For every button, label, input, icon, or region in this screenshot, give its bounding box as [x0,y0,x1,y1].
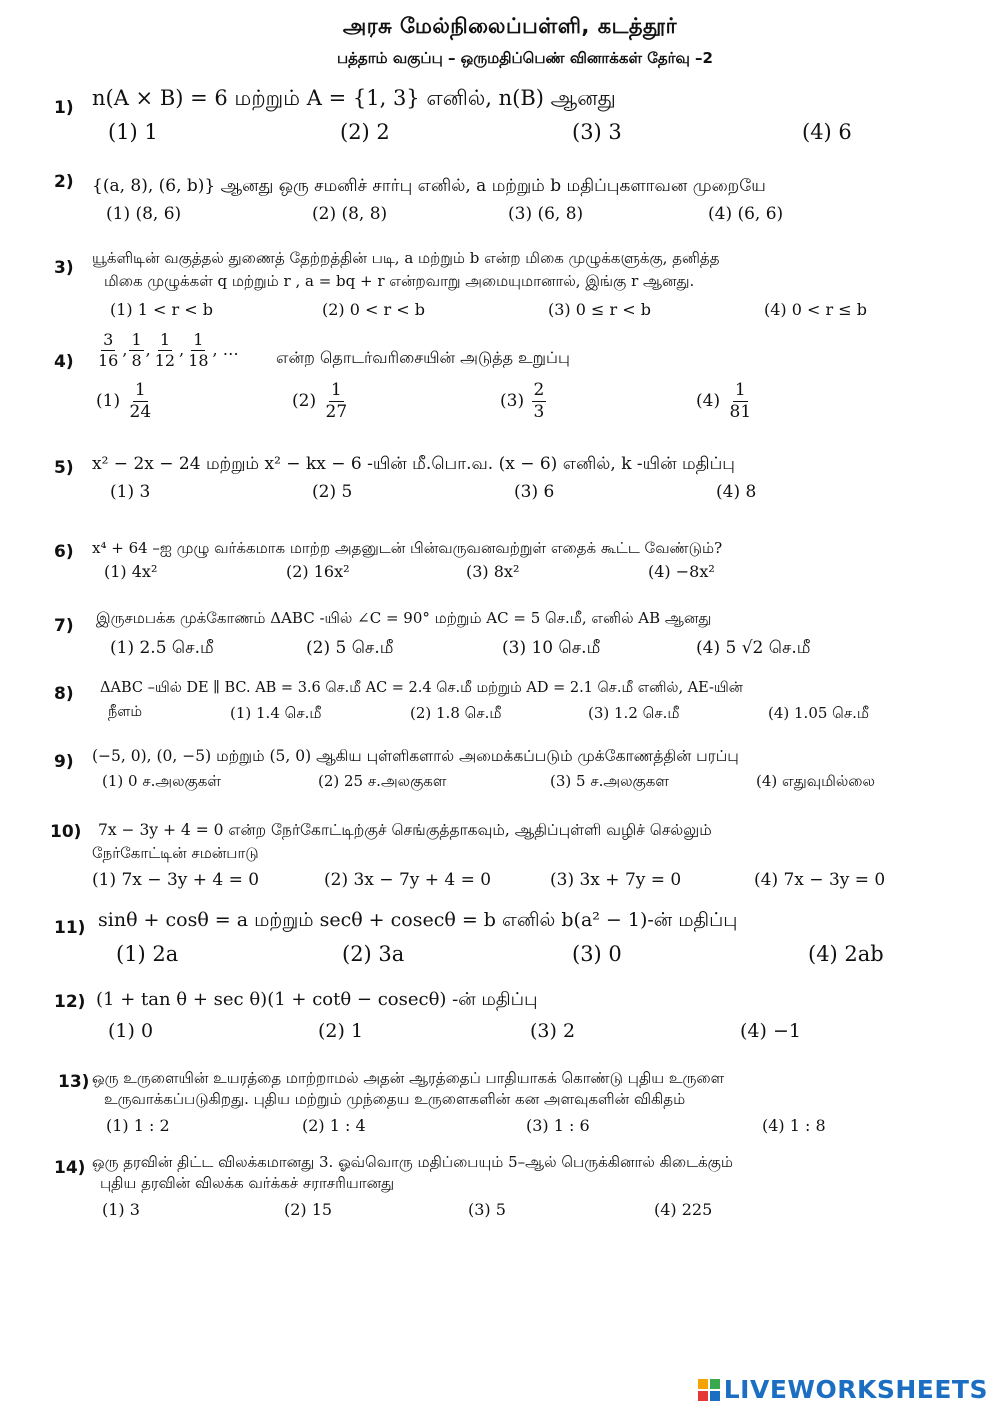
question-text-continued: மிகை முழுக்கள் q மற்றும் r , a = bq + r என்றவாறு அமையுமானால், இங்கு r ஆனது. [104,272,695,290]
option-3[interactable]: (3) 5 [468,1200,506,1219]
option-3[interactable]: (3) 3x + 7y = 0 [550,870,682,890]
question-number: 5) [54,458,74,478]
option-4[interactable]: (4) 1.05 செ.மீ [768,704,870,722]
option-2[interactable]: (2) 16x² [286,562,350,581]
option-2[interactable]: (2) 3x − 7y + 4 = 0 [324,870,492,890]
option-2[interactable]: (2) 1 : 4 [302,1116,366,1135]
option-1[interactable]: (1) 1 [108,120,158,144]
option-1[interactable]: (1) 1 < r < b [110,300,213,319]
option-1[interactable]: (1) (8, 6) [106,204,182,224]
question-number: 12) [54,992,86,1012]
option-3[interactable]: (3) $\frac{2}{3}$ [500,380,545,422]
question-number: 13) [58,1072,90,1092]
exam-title: பத்தாம் வகுப்பு – ஒருமதிப்பெண் வினாக்கள் தேர்வு –2 [336,49,713,67]
question-number: 1) [54,98,74,118]
option-4[interactable]: (4) −8x² [648,562,715,581]
option-4[interactable]: (4) 225 [654,1200,713,1219]
question-text: x⁴ + 64 –ஐ முழு வர்க்கமாக மாற்ற அதனுடன் பின்வருவனவற்றுள் எதைக் கூட்ட வேண்டும்? [92,539,723,557]
option-4[interactable]: (4) 8 [716,482,757,502]
option-3[interactable]: (3) 10 செ.மீ [502,638,601,658]
liveworksheets-logo[interactable] [698,1375,988,1404]
liveworksheets-logo-icon [698,1379,720,1401]
question-number: 7) [54,616,74,636]
question-text: 7x − 3y + 4 = 0 என்ற நேர்கோட்டிற்குச் செங்குத்தாகவும், ஆதிப்புள்ளி வழிச் செல்லும் [98,821,712,839]
option-1[interactable]: (1) $\frac{1}{24}$ [96,380,152,422]
question-text: sinθ + cosθ = a மற்றும் secθ + cosecθ = b எனில் b(a² − 1)-ன் மதிப்பு [98,909,738,931]
option-2[interactable]: (2) 0 < r < b [322,300,425,319]
option-4[interactable]: (4) −1 [740,1020,801,1042]
option-2[interactable]: (2) (8, 8) [312,204,388,224]
option-4[interactable]: (4) 6 [802,120,852,144]
option-1[interactable]: (1) 7x − 3y + 4 = 0 [92,870,260,890]
option-4[interactable]: (4) $\frac{1}{81}$ [696,380,752,422]
question-number: 10) [50,822,82,842]
question-text-continued: நேர்கோட்டின் சமன்பாடு [92,844,259,862]
option-4[interactable]: (4) 1 : 8 [762,1116,826,1135]
option-2[interactable]: (2) 15 [284,1200,333,1219]
option-4[interactable]: (4) (6, 6) [708,204,784,224]
option-3[interactable]: (3) 1 : 6 [526,1116,590,1135]
option-3[interactable]: (3) 0 [572,942,622,966]
option-4[interactable]: (4) 0 < r ≤ b [764,300,867,319]
option-2[interactable]: (2) 5 செ.மீ [306,638,394,658]
question-text: ஒரு தரவின் திட்ட விலக்கமானது 3. ஓவ்வொரு மதிப்பையும் 5–ஆல் பெருக்கினால் கிடைக்கும் [92,1153,733,1171]
question-number: 8) [54,684,74,704]
option-3[interactable]: (3) 0 ≤ r < b [548,300,651,319]
question-number: 6) [54,542,74,562]
option-2[interactable]: (2) 25 ச.அலகுகள [318,772,447,790]
option-1[interactable]: (1) 3 [110,482,151,502]
option-1[interactable]: (1) 1 : 2 [106,1116,170,1135]
option-1[interactable]: (1) 0 ச.அலகுகள் [102,772,221,790]
question-text: (1 + tan θ + sec θ)(1 + cotθ − cosecθ) -ன் மதிப்பு [96,989,538,1010]
liveworksheets-logo-text: LIVEWORKSHEETS [723,1375,988,1404]
question-text: ஒரு உருளையின் உயரத்தை மாற்றாமல் அதன் ஆரத்தைப் பாதியாகக் கொண்டு புதிய உருளை [92,1069,725,1087]
question-text-continued: உருவாக்கப்படுகிறது. புதிய மற்றும் முந்தைய உருளைகளின் கன அளவுகளின் விகிதம் [104,1090,686,1108]
option-2[interactable]: (2) $\frac{1}{27}$ [292,380,348,422]
option-1[interactable]: (1) 1.4 செ.மீ [230,704,322,722]
question-text: ΔABC –யில் DE ∥ BC. AB = 3.6 செ.மீ AC = 2.4 செ.மீ மற்றும் AD = 2.1 செ.மீ எனில், AE-யின் [100,680,743,696]
option-2[interactable]: (2) 1 [318,1020,364,1042]
question-text: {(a, 8), (6, b)} ஆனது ஒரு சமனிச் சார்பு எனில், a மற்றும் b மதிப்புகளாவன முறையே [92,176,766,196]
option-3[interactable]: (3) 1.2 செ.மீ [588,704,680,722]
option-3[interactable]: (3) (6, 8) [508,204,584,224]
question-number: 14) [54,1158,86,1178]
worksheet-header [0,14,1000,69]
option-3[interactable]: (3) 3 [572,120,622,144]
option-3[interactable]: (3) 5 ச.அலகுகள [550,772,669,790]
option-4[interactable]: (4) 5 √2 செ.மீ [696,638,811,658]
question-text: x² − 2x − 24 மற்றும் x² − kx − 6 -யின் மீ.பொ.வ. (x − 6) எனில், k -யின் மதிப்பு [92,454,735,474]
option-2[interactable]: (2) 3a [342,942,405,966]
option-1[interactable]: (1) 2a [116,942,179,966]
question-number: 2) [54,172,74,192]
option-3[interactable]: (3) 2 [530,1020,576,1042]
school-title: அரசு மேல்நிலைப்பள்ளி, கடத்தூர் [342,14,678,38]
option-4[interactable]: (4) 2ab [808,942,884,966]
question-number: 11) [54,918,86,938]
option-1[interactable]: (1) 2.5 செ.மீ [110,638,214,658]
option-2[interactable]: (2) 1.8 செ.மீ [410,704,502,722]
sequence: $\frac{3}{16}$ , $\frac{1}{8}$ , $\frac{1}{12}$ , $\frac{1}{18}$ , … [98,330,239,370]
option-1[interactable]: (1) 3 [102,1200,140,1219]
option-2[interactable]: (2) 5 [312,482,353,502]
question-text: என்ற தொடர்வரிசையின் அடுத்த உறுப்பு [276,348,570,367]
option-1[interactable]: (1) 4x² [104,562,158,581]
option-3[interactable]: (3) 8x² [466,562,520,581]
question-number: 9) [54,752,74,772]
option-1[interactable]: (1) 0 [108,1020,154,1042]
question-text: (−5, 0), (0, −5) மற்றும் (5, 0) ஆகிய புள்ளிகளால் அமைக்கப்படும் முக்கோணத்தின் பரப்பு [92,747,739,765]
question-text-continued: புதிய தரவின் விலக்க வர்க்கச் சராசரியானது [100,1174,395,1192]
question-text-continued: நீளம் [108,704,143,720]
question-number: 3) [54,258,74,278]
question-text: யூக்ளிடின் வகுத்தல் துணைத் தேற்றத்தின் படி, a மற்றும் b என்ற மிகை முழுக்களுக்கு, தனித்த [92,249,720,267]
question-number: 4) [54,352,74,372]
option-2[interactable]: (2) 2 [340,120,390,144]
option-4[interactable]: (4) 7x − 3y = 0 [754,870,886,890]
option-4[interactable]: (4) எதுவுமில்லை [756,772,875,790]
option-3[interactable]: (3) 6 [514,482,555,502]
question-text: n(A × B) = 6 மற்றும் A = {1, 3} எனில், n(B) ஆனது [92,86,616,110]
question-text: இருசமபக்க முக்கோணம் ΔABC -யில் ∠C = 90° மற்றும் AC = 5 செ.மீ, எனில் AB ஆனது [96,609,712,627]
